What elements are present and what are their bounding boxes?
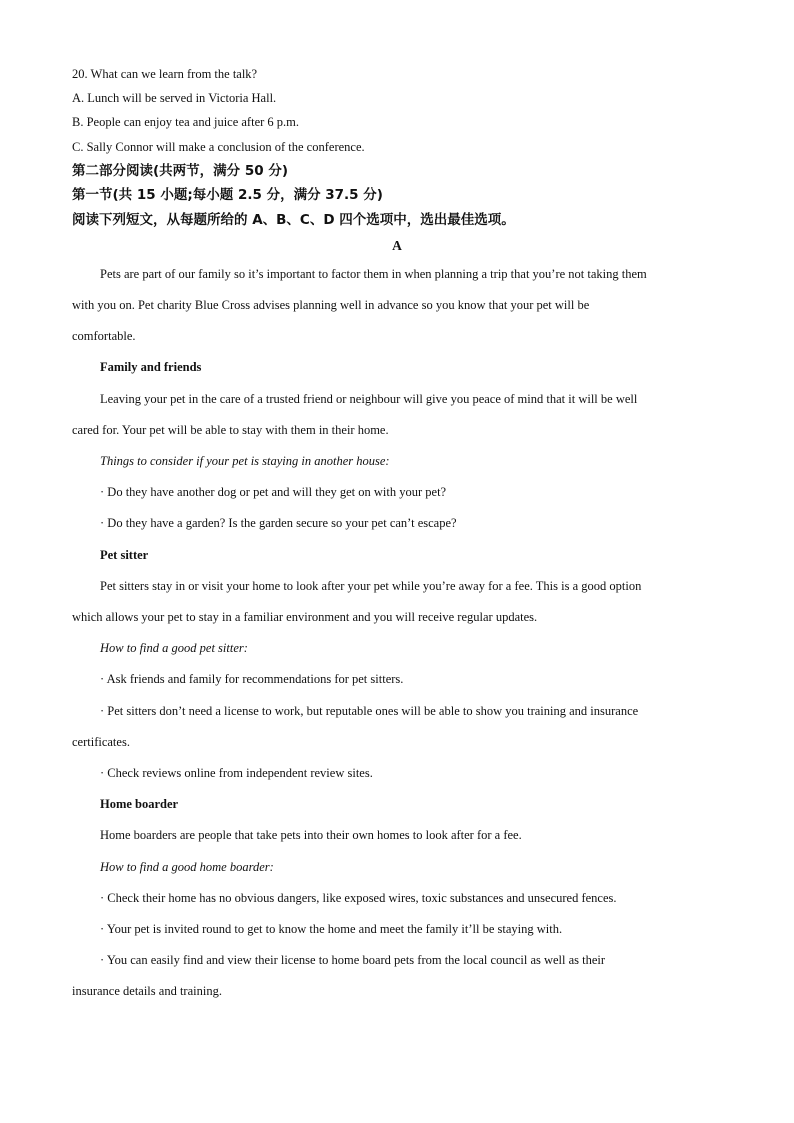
boarder-list-item-3: · You can easily find and view their license to home board pets from the local council as well as their bbox=[100, 953, 606, 967]
sitter-list-item-2: · Pet sitters don’t need a license to work, but reputable ones will be able to show you training and insurance bbox=[100, 704, 639, 718]
family-body-line-2: cared for. Your pet will be able to stay with them in their home. bbox=[72, 423, 389, 437]
intro-line-2: with you on. Pet charity Blue Cross advises planning well in advance so you know that your pet will be bbox=[72, 298, 590, 312]
sitter-body-line-2: which allows your pet to stay in a familiar environment and you will receive regular updates. bbox=[72, 610, 538, 624]
boarder-list-title: How to find a good home boarder: bbox=[100, 860, 274, 874]
boarder-list-item-1: · Check their home has no obvious dangers, like exposed wires, toxic substances and unsecured fences. bbox=[100, 891, 617, 905]
boarder-list-item-3-continuation: insurance details and training. bbox=[72, 984, 222, 998]
sitter-list-item-1: · Ask friends and family for recommendations for pet sitters. bbox=[100, 672, 404, 686]
question-20-option-b: B. People can enjoy tea and juice after 6 p.m. bbox=[72, 115, 300, 129]
sitter-body-line-1: Pet sitters stay in or visit your home to look after your pet while you’re away for a fee. This is a good option bbox=[100, 579, 642, 593]
question-20-stem: 20. What can we learn from the talk? bbox=[72, 67, 258, 81]
boarder-list-item-2: · Your pet is invited round to get to know the home and meet the family it’ll be staying with. bbox=[100, 922, 563, 936]
family-body-line-1: Leaving your pet in the care of a trusted friend or neighbour will give you peace of mind that it will be well bbox=[100, 392, 638, 406]
family-list-title: Things to consider if your pet is staying in another house: bbox=[100, 454, 390, 468]
question-20-option-c: C. Sally Connor will make a conclusion of the conference. bbox=[72, 140, 365, 154]
reading-instruction: 阅读下列短文，从每题所给的 A、B、C、D 四个选项中，选出最佳选项。 bbox=[72, 212, 515, 228]
question-20-option-a: A. Lunch will be served in Victoria Hall. bbox=[72, 91, 277, 105]
intro-line-3: comfortable. bbox=[72, 329, 136, 343]
heading-family-friends: Family and friends bbox=[100, 360, 202, 374]
sitter-list-item-2-continuation: certificates. bbox=[72, 735, 130, 749]
part-title: 第二部分阅读(共两节，满分 50 分) bbox=[72, 163, 289, 179]
heading-pet-sitter: Pet sitter bbox=[100, 548, 149, 562]
sitter-list-title: How to find a good pet sitter: bbox=[100, 641, 248, 655]
passage-letter: A bbox=[392, 238, 402, 253]
intro-line-1: Pets are part of our family so it’s important to factor them in when planning a trip that you’re not taking them bbox=[100, 267, 647, 281]
heading-home-boarder: Home boarder bbox=[100, 797, 179, 811]
section-subtitle: 第一节(共 15 小题;每小题 2.5 分，满分 37.5 分) bbox=[72, 187, 383, 203]
family-list-item-2: · Do they have a garden? Is the garden secure so your pet can’t escape? bbox=[100, 516, 457, 530]
boarder-body: Home boarders are people that take pets into their own homes to look after for a fee. bbox=[100, 828, 522, 842]
sitter-list-item-3: · Check reviews online from independent review sites. bbox=[100, 766, 373, 780]
family-list-item-1: · Do they have another dog or pet and will they get on with your pet? bbox=[100, 485, 447, 499]
